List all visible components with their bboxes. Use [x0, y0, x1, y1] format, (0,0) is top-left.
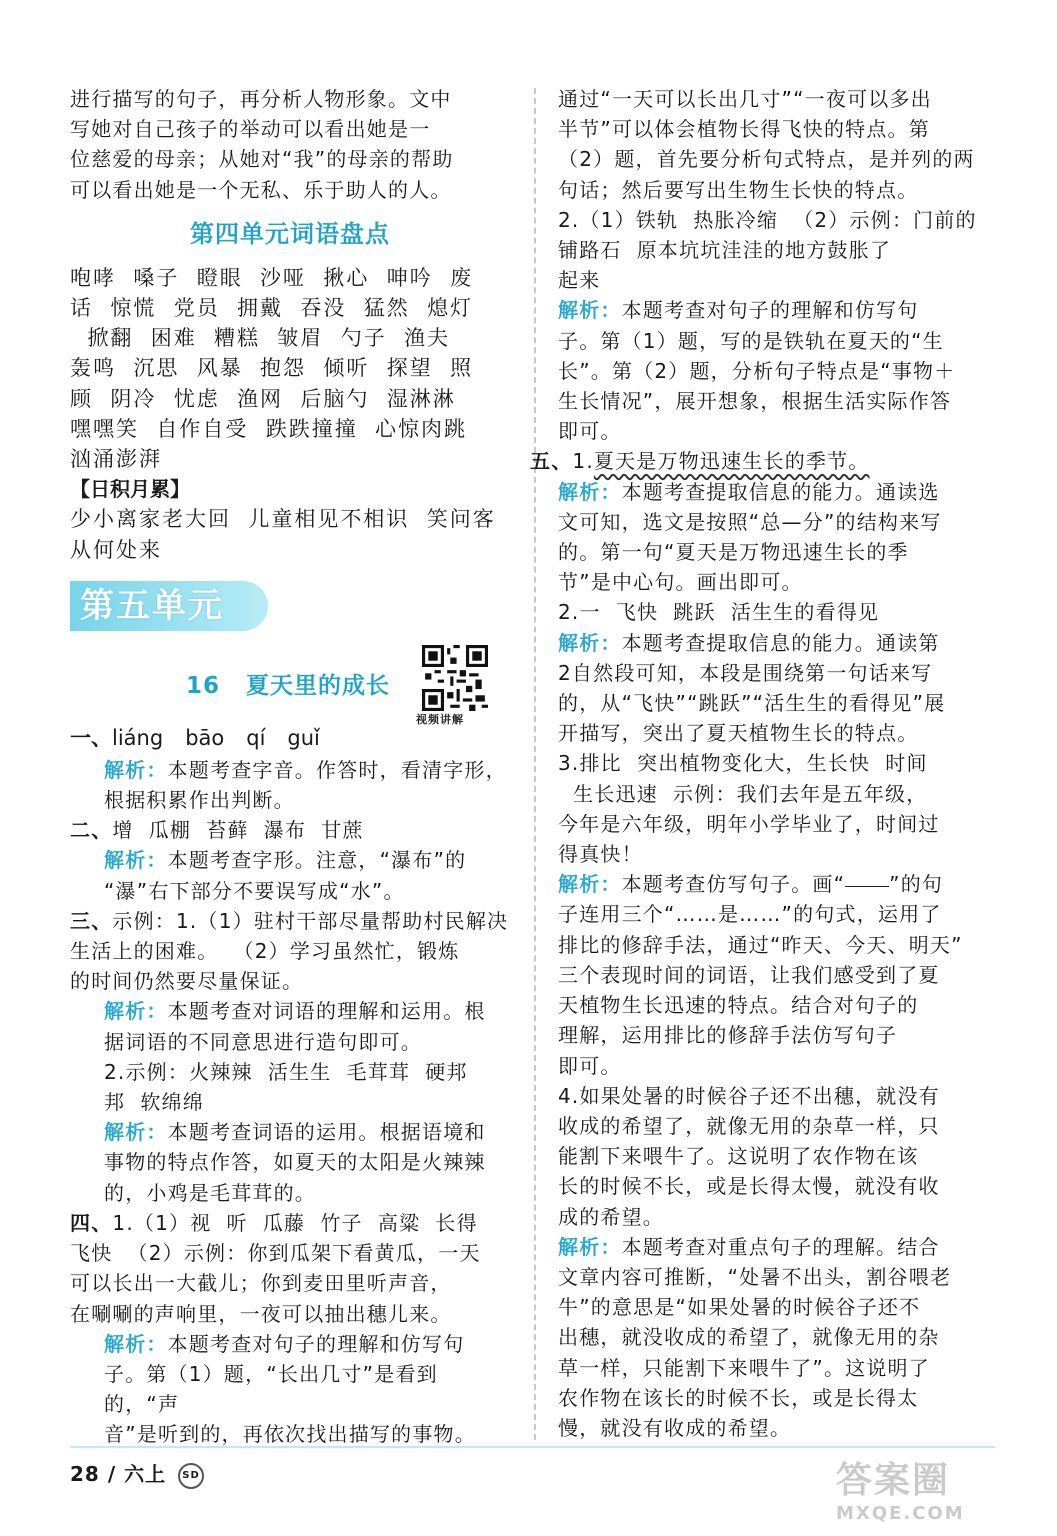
- vocab-line: 咆哮 嗓子 瞪眼 沙哑 揪心 呻吟 废: [70, 265, 474, 290]
- wavy-underlined-answer: 夏天是万物迅速生长的季节。: [593, 449, 870, 474]
- analysis-label: 解析：: [104, 1331, 168, 1356]
- qr-code-icon[interactable]: [422, 645, 488, 711]
- q1-analysis: 解析：本题考查字音。作答时，看清字形， 根据积累作出判断。: [104, 757, 507, 813]
- q5-3-analysis: 解析：本题考查仿写句子。画“ ”的句 子连用三个“……是……”的句式，运用了 排比的修辞手法，通过“昨天、今天、明天” 三个表现时间的词语，让我们感受到了夏 天植物生长迅速的特点。结合对句子的 理解，运用排比的修辞手法仿写句子 即可。: [558, 872, 963, 1078]
- poem-line: 从何处来: [70, 537, 162, 562]
- q2-answer: 二、增 瓜棚 苔藓 瀑布 甘蔗: [70, 818, 364, 843]
- accumulate-label: 【日积月累】: [70, 477, 190, 502]
- analysis-label: 解析：: [104, 1120, 168, 1145]
- q3-answer: 三、示例：1.（1）驻村干部尽量帮助村民解决 生活上的困难。 （2）学习虽然忙，锻炼 的时间仍然要尽量保证。: [70, 908, 509, 994]
- lesson-title: [186, 667, 390, 700]
- q2-analysis: 解析：本题考查字形。注意，“瀑布”的 “瀑”右下部分不要误写成“水”。: [104, 848, 467, 903]
- q5-3-answer: 3.排比 突出植物变化大，生长快 时间 生长迅速 示例：我们去年是五年级， 今年是六年级，明年小学毕业了，时间过 得真快！: [558, 751, 940, 867]
- vocab-line: 轰鸣 沉思 风暴 抱怨 倾听 探望 照: [70, 356, 474, 381]
- analysis-label: 解析：: [558, 872, 622, 897]
- watermark-url: MXQE.COM: [836, 1503, 965, 1524]
- page-number: 28: [70, 1462, 100, 1486]
- q5-4-answer: 4.如果处暑的时候谷子还不出穗，就没有 收成的希望了，就像无用的杂草一样，只 能割下来喂牛了。这说明了农作物在该 长的时候不长，或是长得太慢，就没有收 成的希望。: [558, 1083, 940, 1229]
- lesson-header: [70, 645, 510, 726]
- q1-label: 一、: [70, 725, 112, 750]
- q2-label: 二、: [70, 818, 113, 843]
- q5-2-answer: 2.一 飞快 跳跃 活生生的看得见: [558, 600, 880, 625]
- column-divider: [534, 88, 536, 1440]
- q5-label: 五、: [530, 449, 573, 474]
- intro-line: 位慈爱的母亲；从她对“我”的母亲的帮助: [70, 147, 454, 172]
- q5-1-answer: 五、1.夏天是万物迅速生长的季节。: [530, 449, 870, 474]
- q3-answer-2: 2.示例：火辣辣 活生生 毛茸茸 硬邦 邦 软绵绵: [104, 1059, 468, 1115]
- q3-label: 三、: [70, 908, 113, 933]
- q4-answer: 四、1.（1）视 听 瓜藤 竹子 高粱 长得 飞快 （2）示例：你到瓜架下看黄瓜，一天 可以长出一大截儿；你到麦田里听声音， 在唰唰的声响里，一夜可以抽出穗儿来。: [70, 1210, 481, 1326]
- q5-1-analysis: 解析：本题考查提取信息的能力。通读选 文可知，选文是按照“总—分”的结构来写 的。第一句“夏天是万物迅速生长的季 节”是中心句。画出即可。: [558, 479, 942, 595]
- lesson-number: 16: [186, 672, 221, 699]
- q4-2-answer: 2.（1）铁轨 热胀冷缩 （2）示例：门前的 铺路石 原本坑坑洼洼的地方鼓胀了 起来: [558, 207, 977, 293]
- analysis-label: 解析：: [558, 630, 622, 655]
- vocab-line: 话 惊慌 党员 拥戴 吞没 猛然 熄灯: [70, 296, 474, 321]
- q4-2-analysis: 解析：本题考查对句子的理解和仿写句 子。第（1）题，写的是铁轨在夏天的“生 长”。第（2）题，分析句子特点是“事物＋ 生长情况”，展开想象，根据生活实际作答 即可。: [558, 298, 956, 444]
- vocab-line: 掀翻 困难 糟糕 皱眉 勺子 渔夫: [70, 326, 451, 351]
- vocab-line: 嘿嘿笑 自作自受 跌跌撞撞 心惊肉跳: [70, 416, 468, 441]
- underline-mark: [845, 885, 889, 887]
- q4-analysis: 解析：本题考查对句子的理解和仿写句 子。第（1）题，“长出几寸”是看到的，“声 音”是听到的，再依次找出描写的事物。: [104, 1331, 476, 1447]
- footer-rule: [70, 1446, 995, 1448]
- intro-line: 可以看出她是一个无私、乐于助人的人。: [70, 177, 452, 202]
- grade-label: 六上: [124, 1462, 167, 1486]
- left-column: [70, 84, 510, 1450]
- page-footer: [70, 1458, 204, 1489]
- pinyin-item: guǐ: [287, 725, 320, 750]
- vocab-heading: 第四单元词语盘点: [190, 219, 390, 248]
- pinyin-item: qí: [246, 725, 266, 750]
- analysis-label: 解析：: [104, 757, 168, 782]
- qr-caption: 视频讲解: [416, 712, 464, 726]
- q5-4-analysis: 解析：本题考查对重点句子的理解。结合 文章内容可推断，“处暑不出头，割谷喂老 牛”的意思是“如果处暑的时候谷子还不 出穗，就没收成的希望了，就像无用的杂 草一样，只能割下来喂牛了”。这说明了 农作物在该长的时候不长，或是长得太 慢，就没有收成的希望。: [558, 1234, 952, 1440]
- q3-analysis-1: 解析：本题考查对词语的理解和运用。根 据词语的不同意思进行造句即可。: [104, 999, 486, 1054]
- intro-line: 进行描写的句子，再分析人物形象。文中: [70, 87, 452, 111]
- watermark-logo-text: 答案圈: [836, 1460, 951, 1501]
- pinyin-item: liáng: [112, 725, 164, 750]
- q5-2-analysis: 解析：本题考查提取信息的能力。通读第 2自然段可知，本段是围绕第一句话来写 的，从“飞快”“跳跃”“活生生的看得见”展 开描写，突出了夏天植物生长的特点。: [558, 630, 946, 746]
- intro-line: 写她对自己孩子的举动可以看出她是一: [70, 117, 431, 142]
- q4-analysis-continued: 通过“一天可以长出几寸”“一夜可以多出 半节”可以体会植物长得飞快的特点。第 （2）题，首先要分析句式特点，是并列的两 句话；然后要写出生物生长快的特点。: [558, 87, 975, 202]
- q3-analysis-2: 解析：本题考查词语的运用。根据语境和 事物的特点作答，如夏天的太阳是火辣辣 的，小鸡是毛茸茸的。: [104, 1120, 486, 1205]
- right-column: [530, 84, 994, 1443]
- analysis-label: 解析：: [104, 848, 168, 873]
- analysis-label: 解析：: [558, 1234, 622, 1259]
- analysis-label: 解析：: [558, 479, 622, 504]
- sd-badge-icon: SD: [178, 1463, 204, 1489]
- analysis-label: 解析：: [558, 298, 622, 323]
- vocab-line: 汹涌澎湃: [70, 447, 162, 472]
- lesson-name: 夏天里的成长: [246, 672, 391, 699]
- poem-line: 少小离家老大回 儿童相见不相识 笑问客: [70, 507, 496, 532]
- analysis-label: 解析：: [104, 999, 168, 1024]
- unit-banner: 第五单元: [70, 581, 268, 631]
- vocab-line: 顾 阴冷 忧虑 渔网 后脑勺 湿淋淋: [70, 386, 456, 411]
- watermark: [836, 1452, 996, 1532]
- pinyin-item: bāo: [185, 725, 225, 750]
- q4-label: 四、: [70, 1210, 113, 1235]
- footer-separator: /: [107, 1462, 117, 1486]
